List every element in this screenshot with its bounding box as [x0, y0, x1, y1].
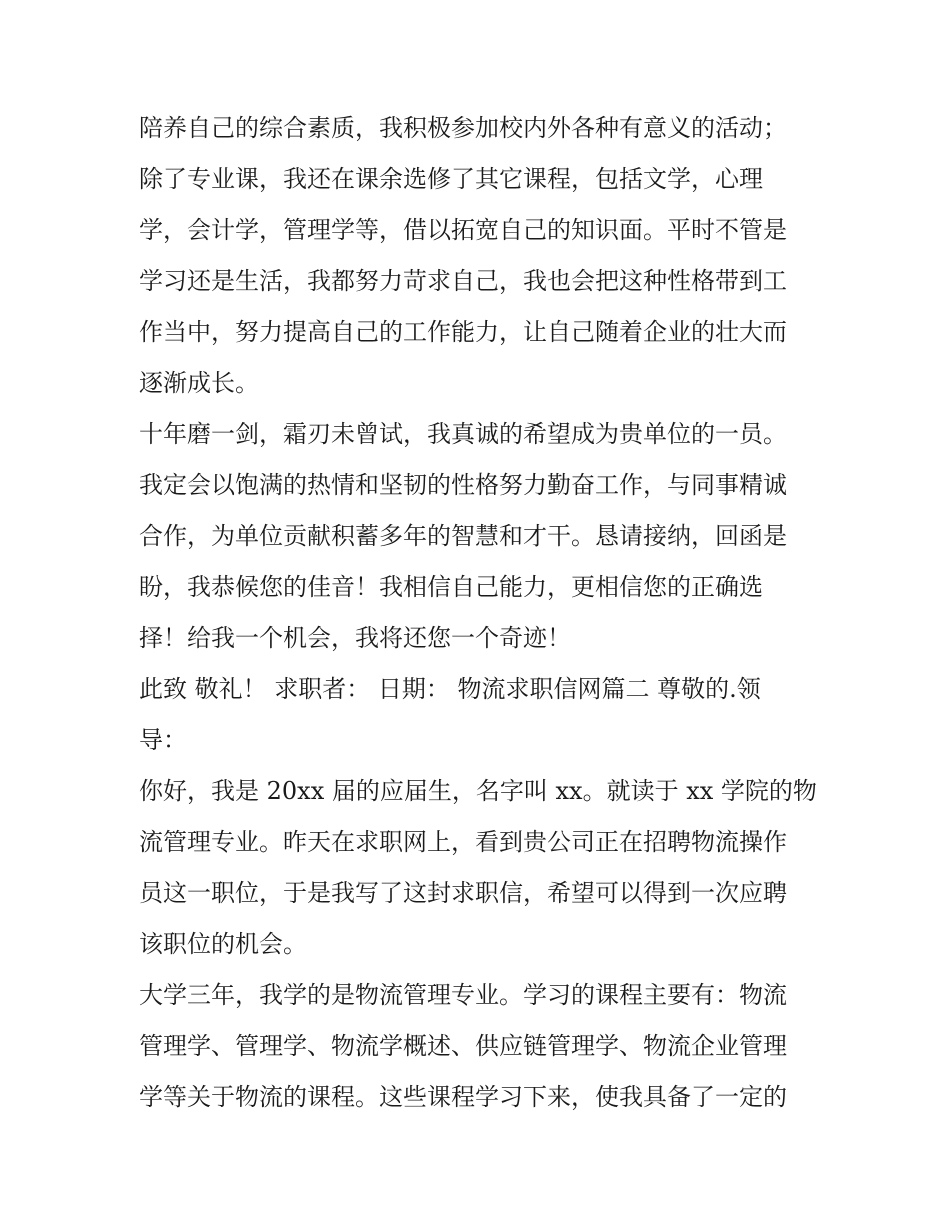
document-body-text	[139, 103, 819, 1123]
text-line: 学等关于物流的课程。这些课程学习下来，使我具备了一定的	[139, 1083, 787, 1111]
text-line: 导：	[139, 726, 187, 754]
text-line: 择！给我一个机会，我将还您一个奇迹！	[139, 624, 571, 652]
text-line: 管理学、管理学、物流学概述、供应链管理学、物流企业管理	[139, 1032, 787, 1060]
text-line: 除了专业课，我还在课余选修了其它课程，包括文学，心理	[139, 165, 763, 193]
text-line: 你好，我是 20xx 届的应届生，名字叫 xx。就读于 xx 学院的物	[139, 777, 817, 805]
text-line: 学习还是生活，我都努力苛求自己，我也会把这种性格带到工	[139, 267, 787, 295]
text-line: 该职位的机会。	[139, 930, 307, 958]
text-line: 大学三年，我学的是物流管理专业。学习的课程主要有：物流	[139, 981, 787, 1009]
text-line: 此致 敬礼！ 求职者： 日期： 物流求职信网篇二 尊敬的.领	[139, 675, 761, 703]
text-line: 流管理专业。昨天在求职网上，看到贵公司正在招聘物流操作	[139, 828, 787, 856]
text-line: 学，会计学，管理学等，借以拓宽自己的知识面。平时不管是	[139, 216, 787, 244]
text-line: 十年磨一剑，霜刃未曾试，我真诚的希望成为贵单位的一员。	[139, 420, 787, 448]
text-line: 员这一职位，于是我写了这封求职信，希望可以得到一次应聘	[139, 879, 787, 907]
text-line: 作当中，努力提高自己的工作能力，让自己随着企业的壮大而	[139, 318, 787, 346]
text-line: 我定会以饱满的热情和坚韧的性格努力勤奋工作，与同事精诚	[139, 471, 787, 499]
text-line: 合作，为单位贡献积蓄多年的智慧和才干。恳请接纳，回函是	[139, 522, 787, 550]
text-line: 盼，我恭候您的佳音！我相信自己能力，更相信您的正确选	[139, 573, 763, 601]
text-line: 逐渐成长。	[139, 369, 259, 397]
text-line: 陪养自己的综合素质，我积极参加校内外各种有意义的活动；	[139, 114, 787, 142]
